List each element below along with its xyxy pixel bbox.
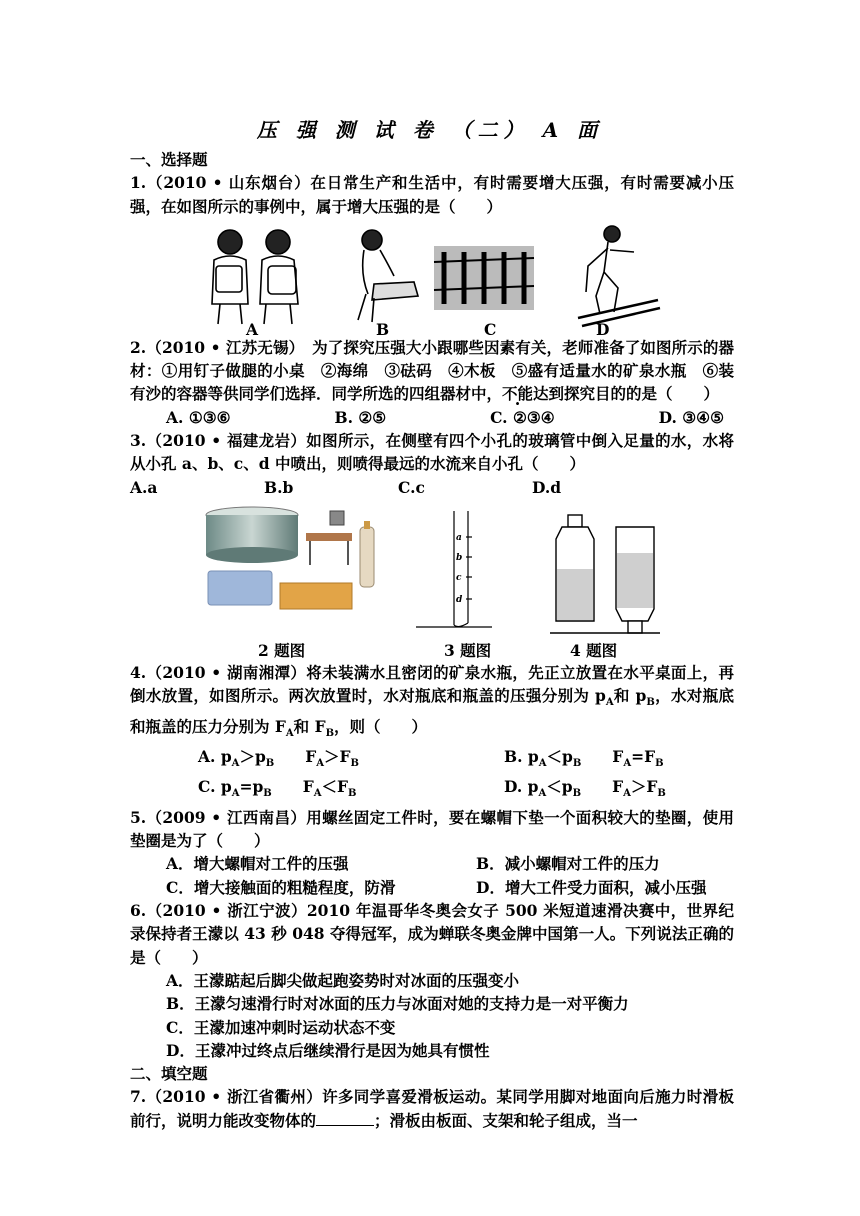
- question-4: 4.（2010 • 湖南湘潭）将未装满水且密闭的矿泉水瓶，先正立放置在水平桌面上，再倒水放置，如图所示。两次放置时，水对瓶底和瓶盖的压强分别为 $p_A$和 $p_B$，水对瓶底和瓶盖的压力分别为 $F_A$和 $F_B$，则（ ）: [130, 662, 734, 739]
- figure-label-a: A: [246, 319, 259, 339]
- hole-label-a: a: [456, 532, 462, 543]
- q4-option-a: A. $p_A>p_B$ $F_A>F_B$: [198, 747, 359, 770]
- question-3: 3.（2010 • 福建龙岩）如图所示，在侧壁有四个小孔的玻璃管中倒入足量的水，水将从小孔 a、b、c、d 中喷出，则喷得最远的水流来自小孔（ ）: [130, 431, 734, 474]
- q4-option-c: C. $p_A=p_B$ $F_A<F_B$: [198, 777, 357, 800]
- question-4-options-row2: [130, 775, 734, 805]
- section-heading-fill: 二、填空题: [130, 1064, 208, 1084]
- question-3-options: [130, 476, 734, 499]
- hole-label-d: d: [456, 594, 463, 605]
- q6-option-b: B．王濛匀速滑行时对冰面的压力与冰面对她的支持力是一对平衡力: [166, 994, 629, 1014]
- exam-content: [130, 148, 734, 1132]
- q2-option-a: A. ①③⑥: [166, 407, 231, 427]
- question-5-options-row1: [130, 852, 734, 875]
- page-title: 压 强 测 试 卷 （二） A 面: [256, 118, 604, 142]
- question-7: 7.（2010 • 浙江省衢州）许多同学喜爱滑板运动。某同学用脚对地面向后施力时滑板前行，说明力能改变物体的 ；滑板由板面、支架和轮子组成，当一: [130, 1087, 734, 1130]
- question-2-options: [130, 406, 734, 429]
- question-5-options-row2: [130, 876, 734, 899]
- q5-option-d: D．增大工件受力面积，减小压强: [476, 877, 707, 897]
- q6-option-d: D．王濛冲过终点后继续滑行是因为她具有惯性: [166, 1040, 490, 1060]
- q3-option-c: C.c: [398, 477, 425, 497]
- question-6: 6.（2010 • 浙江宁波）2010 年温哥华冬奥会女子 500 米短道速滑决赛中，世界纪录保持者王濛以 43 秒 048 夺得冠军，成为蝉联冬奥金牌中国第一人。下列说法正确的是（ ）: [130, 901, 734, 967]
- figure-label-b: B: [376, 319, 390, 339]
- emphasis-cannot: 不能: [502, 384, 534, 404]
- q2-option-d: D. ③④⑤: [658, 407, 724, 427]
- q5-option-a: A．增大螺帽对工件的压强: [166, 854, 349, 874]
- figure-label-d: D: [596, 319, 610, 339]
- figure-label-c: C: [484, 319, 497, 339]
- question-1: 1.（2010 • 山东烟台）在日常生产和生活中，有时需要增大压强，有时需要减小压强，在如图所示的事例中，属于增大压强的是（ ）: [130, 173, 734, 216]
- caption-fig-3: 3 题图: [444, 640, 492, 660]
- figures-2-3-4: [130, 503, 734, 639]
- q2-option-c: C. ②③④: [490, 407, 555, 427]
- q4-option-d: D. $p_A<p_B$ $F_A>F_B$: [504, 777, 666, 800]
- question-2: 2.（2010 • 江苏无锡） 为了探究压强大小跟哪些因素有关，老师准备了如图所示的器材：①用钉子做腿的小桌 ②海绵 ③砝码 ④木板 ⑤盛有适量水的矿泉水瓶 ⑥装有沙的容器等供同学们选择．同学所选的四组器材中，不能达到探究目的的是（ ）: [130, 337, 734, 404]
- apparatus-illustration: [204, 505, 424, 635]
- bottles-illustration: [550, 513, 660, 637]
- railway-track-illustration: [432, 240, 536, 316]
- q6-option-c: C．王濛加速冲刺时运动状态不变: [166, 1017, 396, 1037]
- answer-blank[interactable]: [316, 1111, 374, 1126]
- hole-label-b: b: [456, 552, 463, 563]
- question-1-labels: [130, 318, 734, 339]
- caption-fig-2: 2 题图: [258, 640, 306, 660]
- question-5: 5.（2009 • 江西南昌）用螺丝固定工件时，要在螺帽下垫一个面积较大的垫圈，使用垫圈是为了（ ）: [130, 807, 734, 851]
- q3-option-d: D.d: [532, 477, 562, 497]
- glass-tube-illustration: [414, 507, 494, 637]
- section-heading-choice: 一、选择题: [130, 150, 208, 169]
- q6-option-a: A．王濛踮起后脚尖做起跑姿势时对冰面的压强变小: [166, 970, 520, 990]
- question-4-options-row1: [130, 745, 734, 775]
- q4-option-b: B. $p_A<p_B$ $F_A=F_B$: [504, 747, 664, 770]
- caption-fig-4: 4 题图: [570, 640, 618, 660]
- q5-option-c: C．增大接触面的粗糙程度，防滑: [166, 877, 396, 897]
- q2-option-b: B. ②⑤: [334, 407, 387, 427]
- q3-option-b: B.b: [264, 477, 294, 497]
- figure-captions: [130, 639, 734, 661]
- hole-label-c: c: [456, 572, 462, 583]
- q5-option-b: B．减小螺帽对工件的压力: [476, 854, 660, 874]
- q3-option-a: A.a: [130, 477, 158, 497]
